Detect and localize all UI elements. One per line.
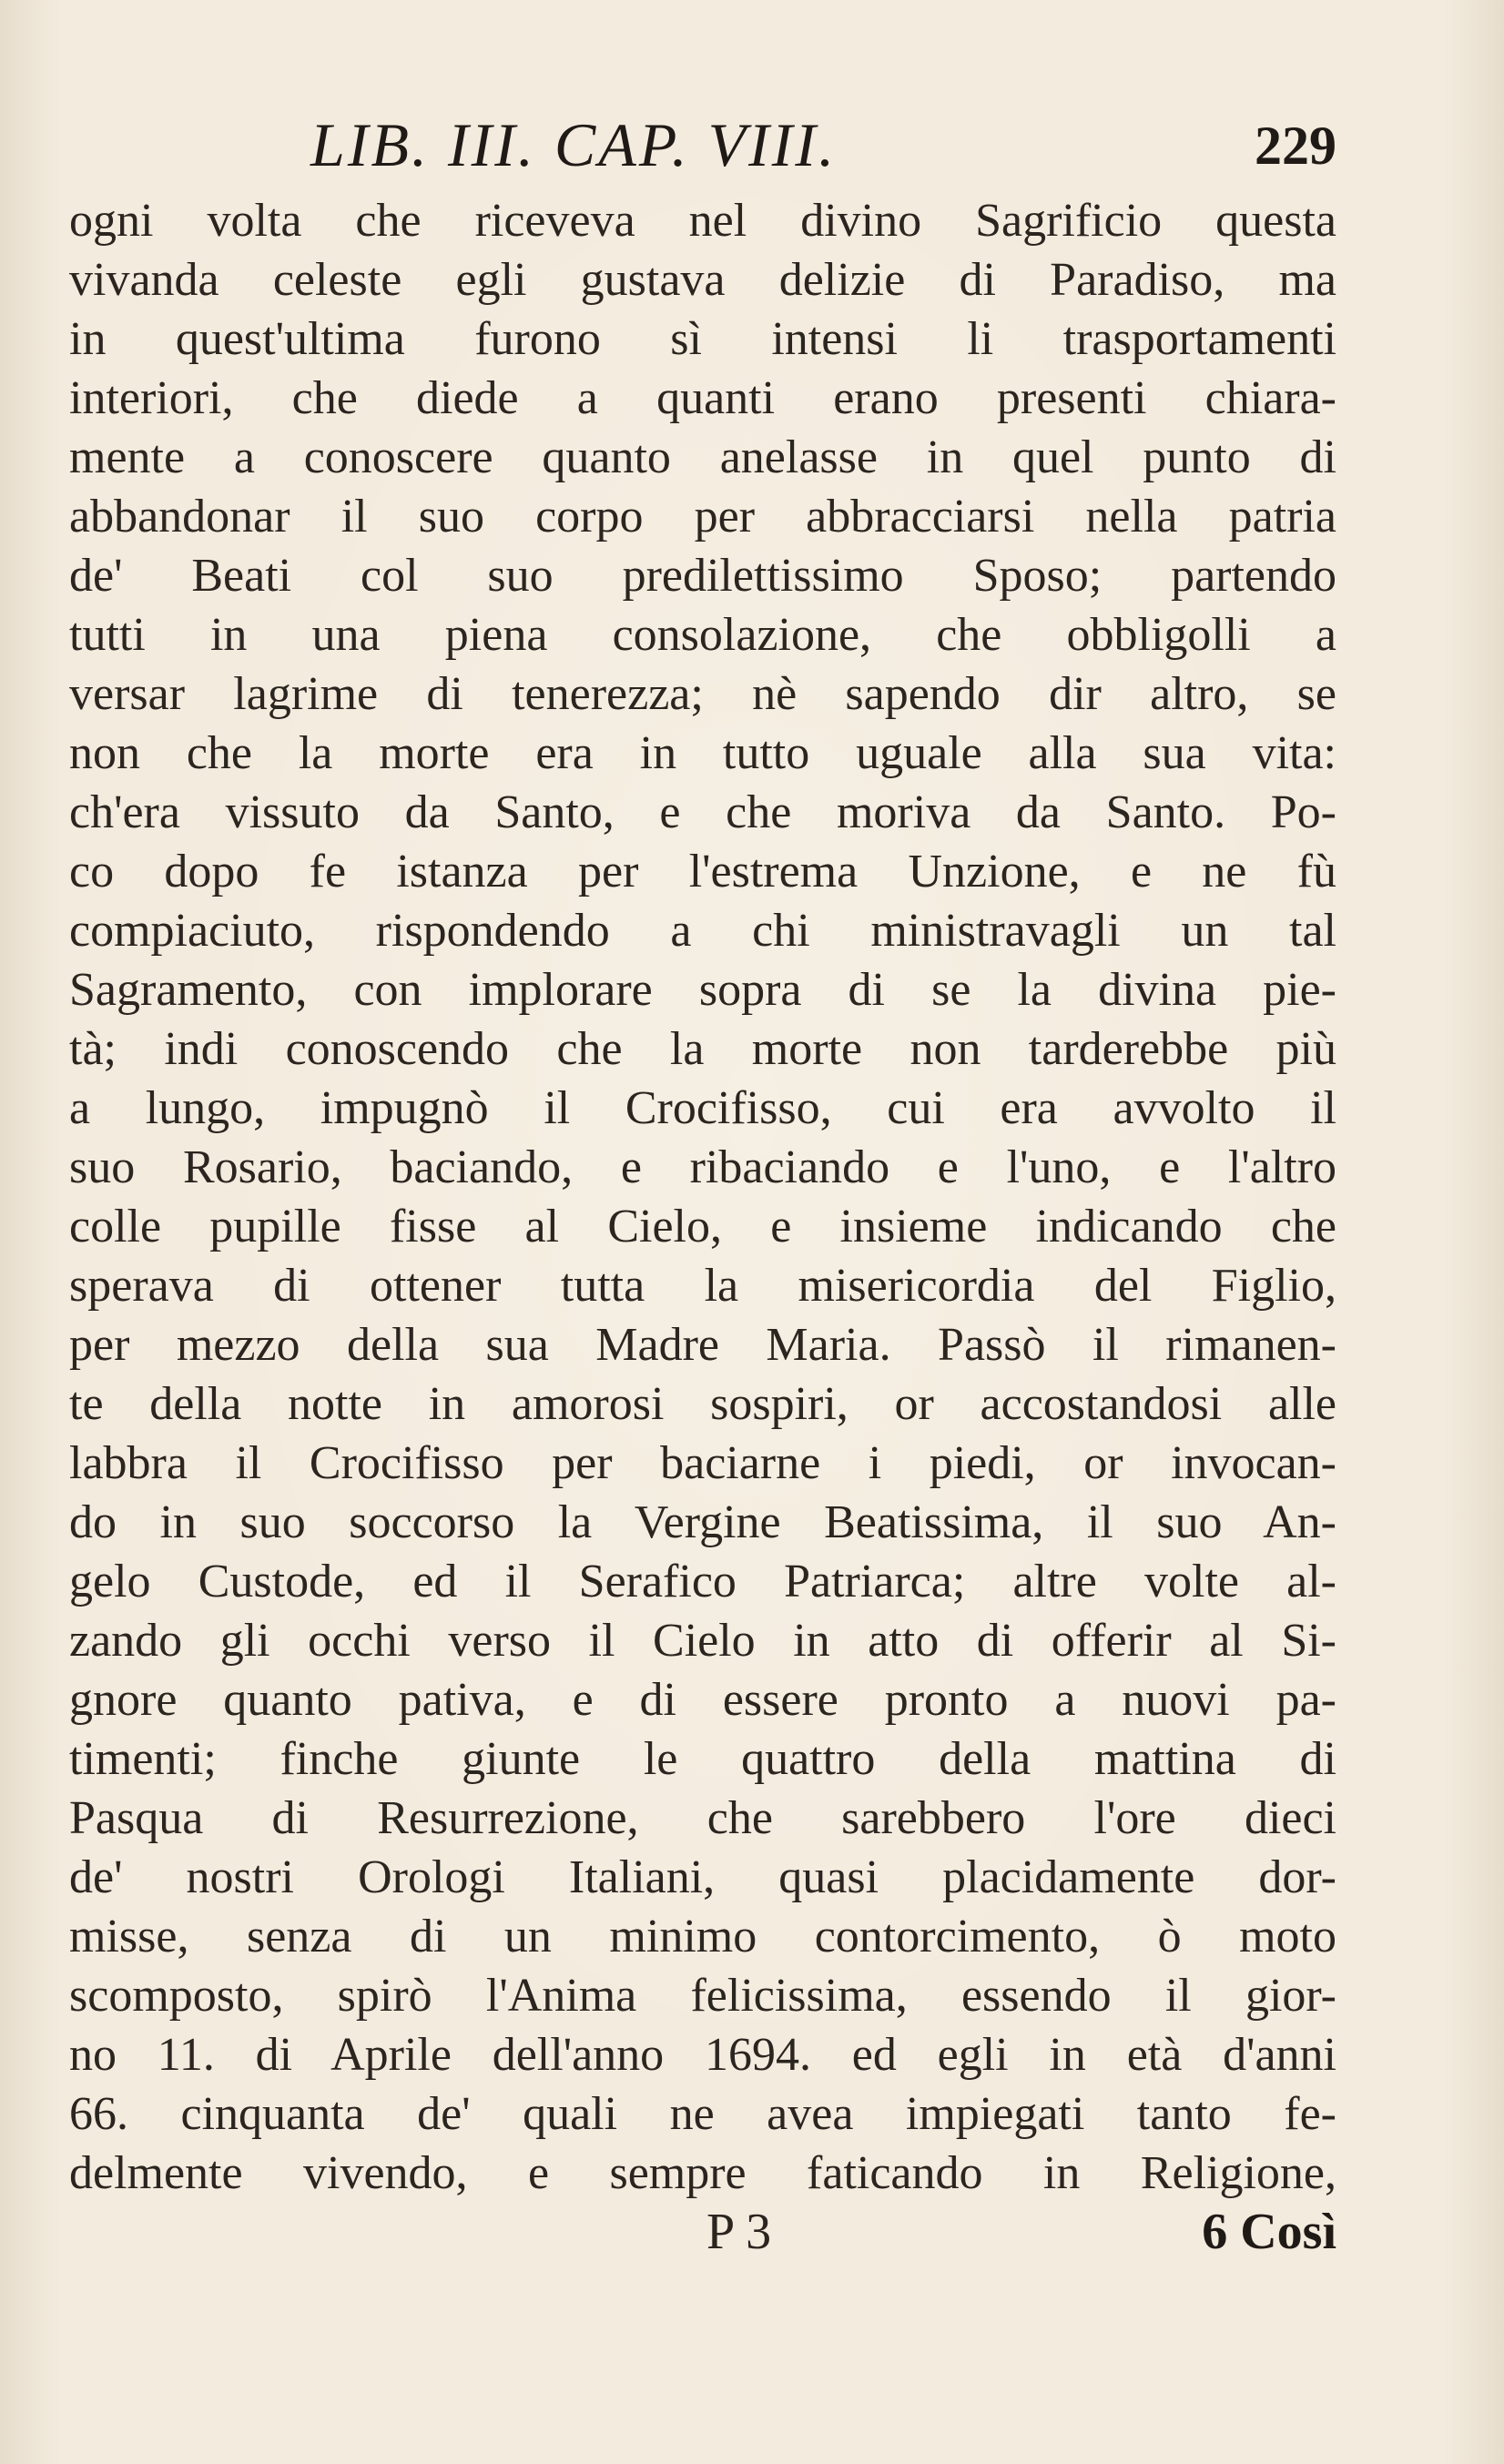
text-line: timenti; finche giunte le quattro della mattina di [69,1733,1336,1785]
text-line: gnore quanto pativa, e di essere pronto a nuovi pa- [69,1674,1336,1726]
page-header [69,109,1336,182]
text-line: Sagramento, con implorare sopra di se la divina pie- [69,964,1336,1016]
text-line: compiaciuto, rispondendo a chi ministravagli un tal [69,905,1336,957]
text-line: labbra il Crocifisso per baciarne i piedi, or invocan- [69,1437,1336,1489]
text-line: scomposto, spirò l'Anima felicissima, essendo il gior- [69,1970,1336,2022]
text-line: ch'era vissuto da Santo, e che moriva da Santo. Po- [69,786,1336,838]
signature-mark: P 3 [706,2204,772,2260]
page-footer [69,2203,1336,2266]
text-line: de' Beati col suo predilettissimo Sposo; partendo [69,550,1336,602]
text-line: versar lagrime di tenerezza; nè sapendo dir altro, se [69,668,1336,720]
text-line: suo Rosario, baciando, e ribaciando e l'uno, e l'altro [69,1141,1336,1193]
body-text [69,191,1336,2203]
text-line: colle pupille fisse al Cielo, e insieme indicando che [69,1201,1336,1252]
text-line: gelo Custode, ed il Serafico Patriarca; altre volte al- [69,1556,1336,1607]
text-line: tà; indi conoscendo che la morte non tarderebbe più [69,1023,1336,1075]
page-number: 229 [1255,116,1336,176]
text-line: per mezzo della sua Madre Maria. Passò il rimanen- [69,1319,1336,1371]
text-line: misse, senza di un minimo contorcimento, ò moto [69,1911,1336,1962]
text-line: vivanda celeste egli gustava delizie di Paradiso, ma [69,254,1336,306]
text-line: a lungo, impugnò il Crocifisso, cui era avvolto il [69,1082,1336,1134]
catchword: 6 Così [1202,2204,1336,2260]
text-line: abbandonar il suo corpo per abbracciarsi nella patria [69,491,1336,542]
text-line: de' nostri Orologi Italiani, quasi placidamente dor- [69,1851,1336,1903]
text-line: mente a conoscere quanto anelasse in quel punto di [69,431,1336,483]
running-head: LIB. III. CAP. VIII. [310,110,838,179]
text-line: no 11. di Aprile dell'anno 1694. ed egli in età d'anni [69,2029,1336,2081]
text-line: sperava di ottener tutta la misericordia del Figlio, [69,1260,1336,1312]
text-line: delmente vivendo, e sempre faticando in Religione, [69,2147,1336,2199]
text-line: co dopo fe istanza per l'estrema Unzione, e ne fù [69,846,1336,897]
text-line: Pasqua di Resurrezione, che sarebbero l'ore dieci [69,1792,1336,1844]
text-line: te della notte in amorosi sospiri, or accostandosi alle [69,1378,1336,1430]
text-line: in quest'ultima furono sì intensi li trasportamenti [69,313,1336,365]
text-line: 66. cinquanta de' quali ne avea impiegati tanto fe- [69,2088,1336,2140]
text-line: non che la morte era in tutto uguale alla sua vita: [69,727,1336,779]
text-line: zando gli occhi verso il Cielo in atto di offerir al Si- [69,1615,1336,1667]
text-line: ogni volta che riceveva nel divino Sagrificio questa [69,195,1336,247]
text-line: tutti in una piena consolazione, che obbligolli a [69,609,1336,661]
text-line: do in suo soccorso la Vergine Beatissima, il suo An- [69,1496,1336,1548]
text-line: interiori, che diede a quanti erano presenti chiara- [69,372,1336,424]
